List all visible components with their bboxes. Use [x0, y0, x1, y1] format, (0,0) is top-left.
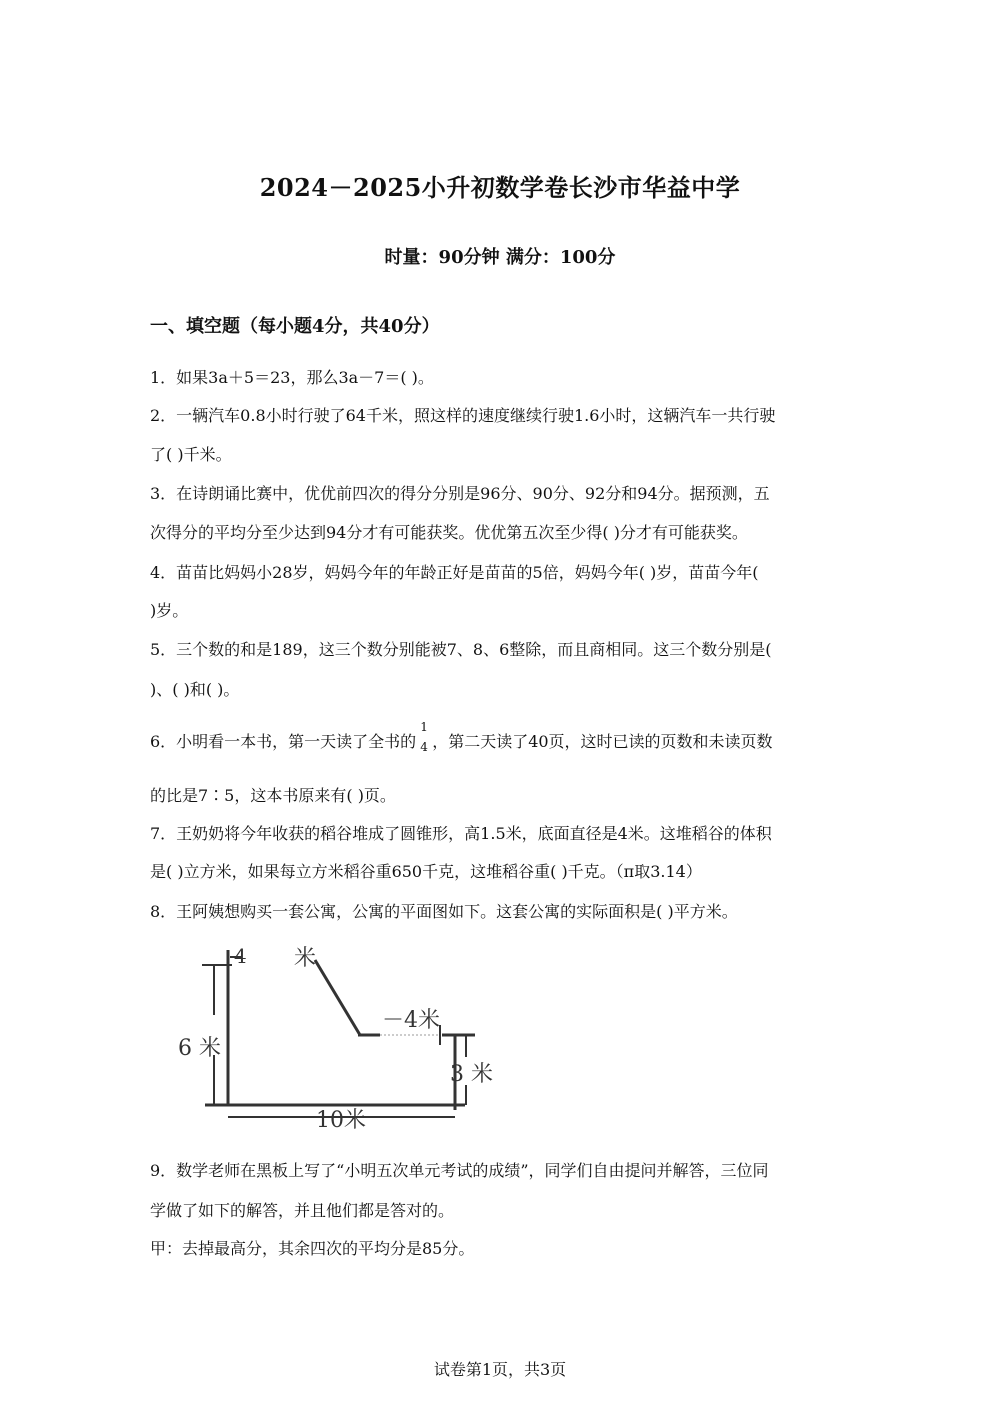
- q6-text-before: 6．小明看一本书，第一天读了全书的: [150, 732, 417, 751]
- question-line: 8．王阿姨想购买一套公寓，公寓的平面图如下。这套公寓的实际面积是( )平方米。: [150, 902, 738, 921]
- dim-label-bottom: 10米: [316, 1108, 366, 1133]
- section-heading: 一、填空题（每小题4分，共40分）: [150, 316, 440, 337]
- dim-label-top-4: 4: [234, 944, 247, 968]
- question-line: 的比是7∶5，这本书原来有( )页。: [150, 786, 396, 805]
- question-6-line: [150, 719, 870, 755]
- question-line: )、( )和( )。: [150, 680, 240, 699]
- question-line: 了( )千米。: [150, 445, 232, 464]
- dim-label-left: 6 米: [178, 1036, 221, 1061]
- question-line: 2．一辆汽车0.8小时行驶了64千米，照这样的速度继续行驶1.6小时，这辆汽车一共行驶: [150, 406, 776, 425]
- fraction: [418, 719, 430, 755]
- page-title: 2024－2025小升初数学卷长沙市华益中学: [259, 173, 741, 202]
- question-line: 7．王奶奶将今年收获的稻谷堆成了圆锥形，高1.5米，底面直径是4米。这堆稻谷的体积: [150, 824, 772, 843]
- apartment-floor-plan: [170, 935, 520, 1140]
- q6-text-after: ，第二天读了40页，这时已读的页数和未读页数: [432, 732, 773, 751]
- question-line: 1．如果3a＋5＝23，那么3a－7＝( )。: [150, 368, 434, 387]
- dim-label-middle: －4米: [382, 1008, 440, 1033]
- question-line: )岁。: [150, 601, 189, 620]
- exam-meta: 时量：90分钟 满分：100分: [384, 247, 616, 268]
- fraction-denominator: 4: [420, 739, 428, 754]
- question-line: 3．在诗朗诵比赛中，优优前四次的得分分别是96分、90分、92分和94分。据预测，五: [150, 484, 770, 503]
- page-footer: 试卷第1页，共3页: [433, 1360, 567, 1379]
- question-line: 9．数学老师在黑板上写了“小明五次单元考试的成绩”，同学们自由提问并解答，三位同: [150, 1161, 769, 1180]
- dim-label-top-unit: 米: [294, 946, 317, 971]
- dim-label-right: 3 米: [450, 1062, 493, 1087]
- question-line: 是( )立方米，如果每立方米稻谷重650千克，这堆稻谷重( )千克。（π取3.14）: [150, 862, 702, 881]
- fraction-numerator: 1: [420, 719, 428, 734]
- question-line: 次得分的平均分至少达到94分才有可能获奖。优优第五次至少得( )分才有可能获奖。: [150, 523, 748, 542]
- question-line: 学做了如下的解答，并且他们都是答对的。: [150, 1201, 455, 1220]
- question-line: 4．苗苗比妈妈小28岁，妈妈今年的年龄正好是苗苗的5倍，妈妈今年( )岁，苗苗今年(: [150, 563, 759, 582]
- question-line: 甲：去掉最高分，其余四次的平均分是85分。: [150, 1239, 475, 1258]
- question-line: 5．三个数的和是189，这三个数分别能被7、8、6整除，而且商相同。这三个数分别是(: [150, 640, 772, 659]
